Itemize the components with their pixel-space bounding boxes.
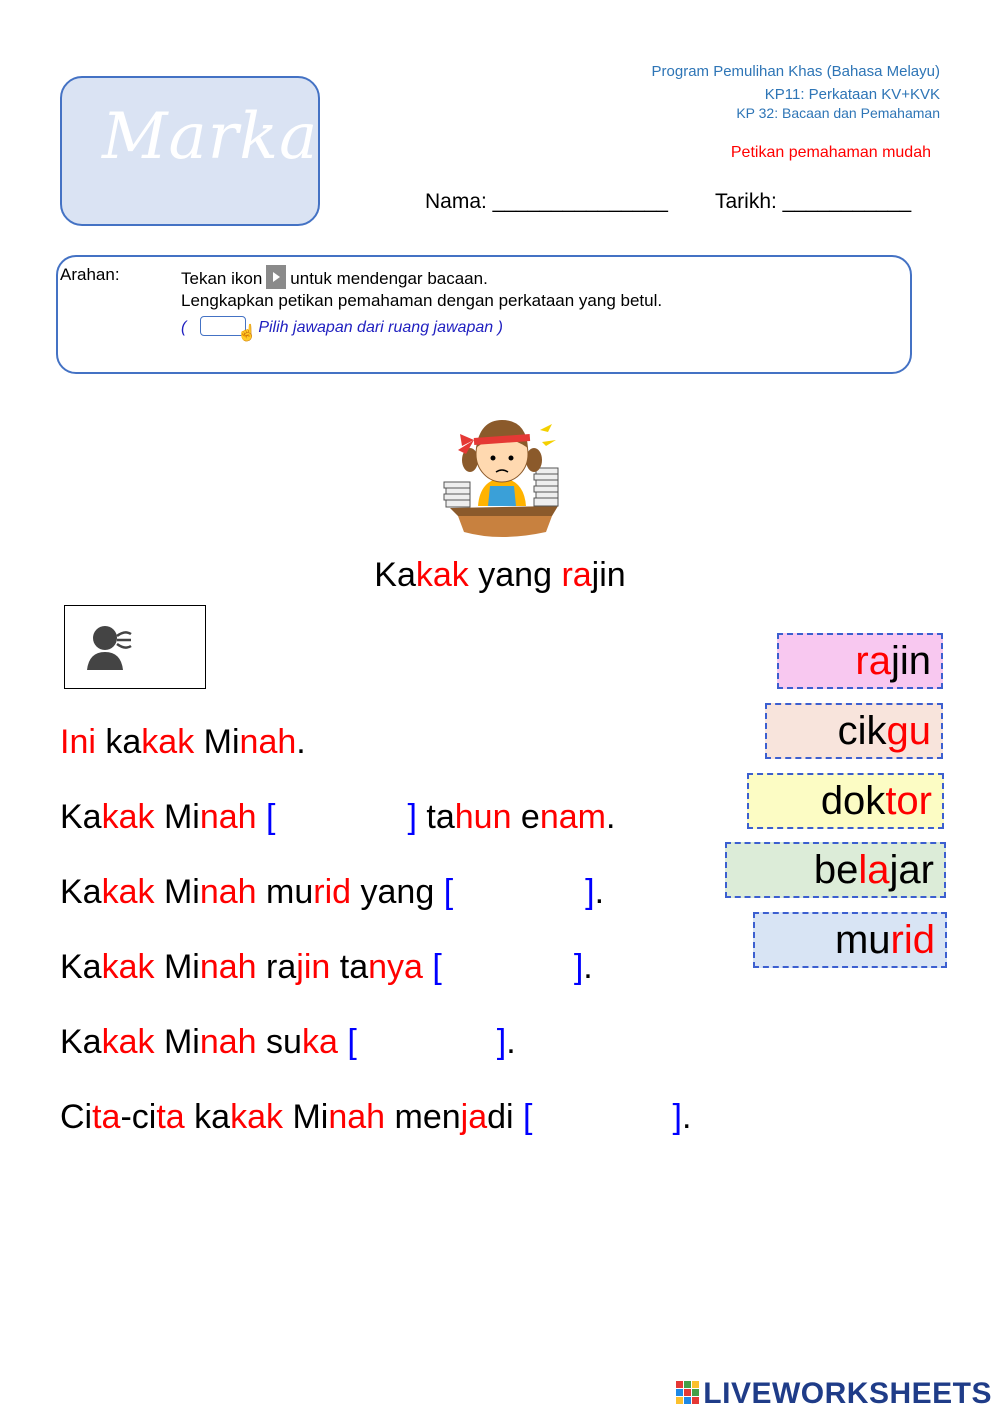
answer-blank-close: ] (672, 1098, 682, 1136)
program-title: Program Pemulihan Khas (Bahasa Melayu) (651, 63, 940, 80)
answer-blank-open: [ (347, 1023, 357, 1061)
answer-blank-close: ] (496, 1023, 507, 1061)
answer-blank-open: [ (523, 1098, 533, 1136)
instructions-label: Arahan: (60, 265, 120, 284)
instruction-text: untuk mendengar bacaan. (290, 269, 488, 288)
answer-blank-open: [ (432, 948, 442, 986)
play-icon (266, 265, 286, 289)
sentence-6: Cita-cita kakak Minah menjadi [ ]. (60, 1098, 692, 1136)
kp32-label: KP 32: Bacaan dan Pemahaman (736, 105, 940, 121)
liveworksheets-logo (676, 1377, 992, 1411)
date-field: Tarikh: ___________ (715, 190, 912, 213)
instruction-text: ( (181, 319, 187, 336)
girl-studying-illustration (440, 410, 565, 538)
audio-player[interactable] (64, 605, 206, 689)
score-label: Markah (102, 100, 361, 174)
liveworksheets-wordmark: LIVEWORKSHEETS (703, 1377, 992, 1410)
sentence-2: Kakak Minah [ ] tahun enam. (60, 798, 616, 836)
kp11-label: KP11: Perkataan KV+KVK (764, 86, 940, 103)
instruction-text: Pilih jawapan dari ruang jawapan ) (258, 319, 503, 336)
answer-option-doktor[interactable]: doktor (747, 773, 944, 829)
speaking-person-icon (83, 620, 135, 672)
score-box (60, 76, 361, 226)
sentence-3: Kakak Minah murid yang [ ]. (60, 873, 605, 911)
instruction-line-3 (181, 316, 503, 342)
answer-option-murid[interactable]: murid (753, 912, 947, 968)
sentence-1: Ini kakak Minah. (60, 723, 306, 761)
liveworksheets-logo-icon (676, 1381, 700, 1405)
worksheet-subtitle: Petikan pemahaman mudah (730, 144, 931, 161)
answer-blank-close: ] (585, 873, 595, 911)
pointer-hand-icon: ☝ (237, 325, 258, 342)
answer-option-belajar[interactable]: belajar (725, 842, 946, 898)
answer-blank-open: [ (443, 873, 454, 911)
answer-blank-close: ] (573, 948, 584, 986)
answer-option-cikgu[interactable]: cikgu (765, 703, 943, 759)
passage-title: Kakak yang rajin (374, 556, 626, 594)
name-field: Nama: _______________ (425, 190, 668, 213)
sentence-4: Kakak Minah rajin tanya [ ]. (60, 948, 593, 986)
sentence-5: Kakak Minah suka [ ]. (60, 1023, 516, 1061)
answer-blank-close: ] (407, 798, 417, 836)
instruction-line-1 (181, 265, 488, 289)
answer-field-icon (200, 316, 258, 342)
instruction-text: Tekan ikon (181, 269, 263, 288)
answer-option-rajin[interactable]: rajin (777, 633, 943, 689)
answer-blank-open: [ (266, 798, 276, 836)
instruction-line-2: Lengkapkan petikan pemahaman dengan perkataan yang betul. (181, 291, 663, 310)
